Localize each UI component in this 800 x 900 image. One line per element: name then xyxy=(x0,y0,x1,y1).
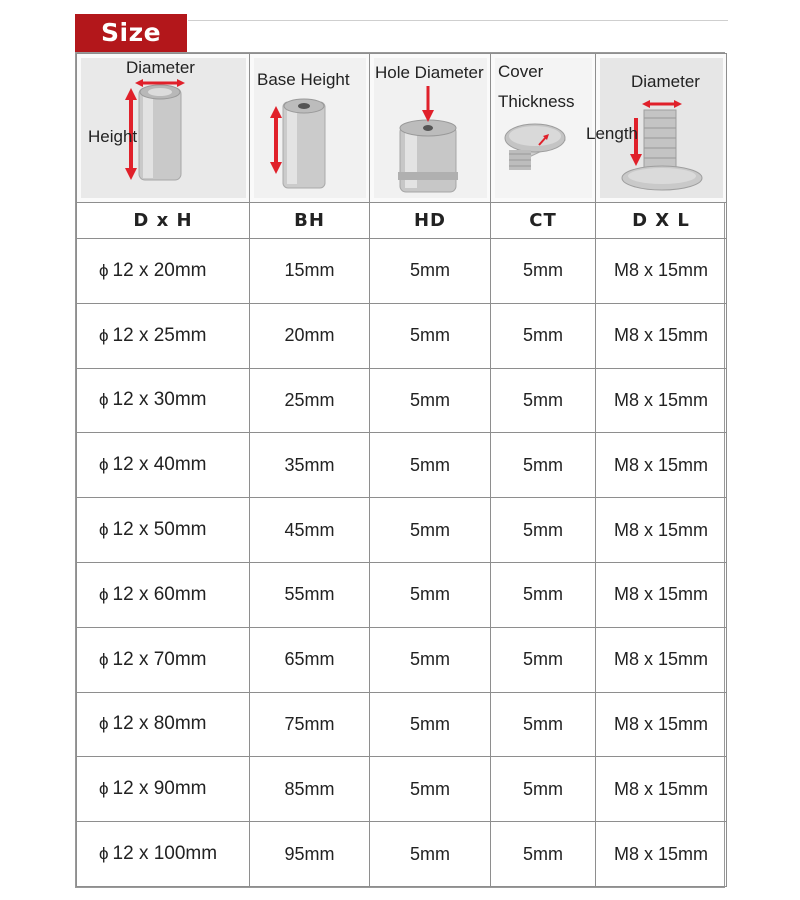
dxh-cell: ϕ 12 x 70mm xyxy=(77,627,250,692)
diagram-row xyxy=(77,54,727,203)
table-row xyxy=(77,627,727,692)
hd-cell: 5mm xyxy=(370,562,491,627)
dxh-cell: ϕ 12 x 80mm xyxy=(77,692,250,757)
code-hd: HD xyxy=(370,203,491,239)
dxl-cell: M8 x 15mm xyxy=(596,433,727,498)
length-caption: Length xyxy=(586,124,638,143)
hole-diameter-caption: Hole Diameter xyxy=(375,63,484,82)
dxl-cell: M8 x 15mm xyxy=(596,368,727,433)
dxl-cell: M8 x 15mm xyxy=(596,757,727,822)
bh-cell: 15mm xyxy=(250,239,370,304)
code-dxh: D x H xyxy=(77,203,250,239)
phi-symbol: ϕ xyxy=(99,260,109,280)
bh-cell: 95mm xyxy=(250,822,370,887)
dxh-cell: ϕ 12 x 40mm xyxy=(77,433,250,498)
dxh-cell: ϕ 12 x 90mm xyxy=(77,757,250,822)
phi-symbol: ϕ xyxy=(99,779,109,799)
diagram-cell-dxh xyxy=(77,54,250,203)
phi-symbol: ϕ xyxy=(99,455,109,475)
height-caption: Height xyxy=(88,127,138,146)
ct-cell: 5mm xyxy=(491,627,596,692)
base-height-caption: Base Height xyxy=(257,70,350,89)
table-row xyxy=(77,822,727,887)
phi-symbol: ϕ xyxy=(99,325,109,345)
phi-symbol: ϕ xyxy=(99,390,109,410)
table-row xyxy=(77,562,727,627)
code-ct: CT xyxy=(491,203,596,239)
bh-cell: 75mm xyxy=(250,692,370,757)
thickness-caption: Thickness xyxy=(498,92,575,111)
bh-cell: 85mm xyxy=(250,757,370,822)
hd-cell: 5mm xyxy=(370,498,491,563)
table-row xyxy=(77,368,727,433)
table-row xyxy=(77,303,727,368)
bh-cell: 25mm xyxy=(250,368,370,433)
hd-cell: 5mm xyxy=(370,692,491,757)
ct-cell: 5mm xyxy=(491,239,596,304)
hd-cell: 5mm xyxy=(370,433,491,498)
phi-symbol: ϕ xyxy=(99,584,109,604)
ct-cell: 5mm xyxy=(491,757,596,822)
dxl-cell: M8 x 15mm xyxy=(596,239,727,304)
dxh-cell: ϕ 12 x 60mm xyxy=(77,562,250,627)
spec-table-wrapper xyxy=(75,52,725,888)
diagram-cell-hd xyxy=(370,54,491,203)
code-dxl: D X L xyxy=(596,203,727,239)
bh-cell: 45mm xyxy=(250,498,370,563)
bh-cell: 65mm xyxy=(250,627,370,692)
phi-symbol: ϕ xyxy=(99,520,109,540)
hd-cell: 5mm xyxy=(370,368,491,433)
ct-cell: 5mm xyxy=(491,692,596,757)
cover-caption: Cover xyxy=(498,62,544,81)
ct-cell: 5mm xyxy=(491,562,596,627)
dxl-cell: M8 x 15mm xyxy=(596,562,727,627)
hd-cell: 5mm xyxy=(370,627,491,692)
diagram-cell-dxl xyxy=(586,54,727,203)
diagram-cell-ct xyxy=(491,54,596,203)
table-row xyxy=(77,433,727,498)
ct-cell: 5mm xyxy=(491,368,596,433)
hd-cell: 5mm xyxy=(370,239,491,304)
ct-cell: 5mm xyxy=(491,433,596,498)
dxl-cell: M8 x 15mm xyxy=(596,627,727,692)
table-row xyxy=(77,498,727,563)
code-row xyxy=(77,203,727,239)
bh-cell: 20mm xyxy=(250,303,370,368)
diagram-cell-bh xyxy=(250,54,370,203)
ct-cell: 5mm xyxy=(491,303,596,368)
ct-cell: 5mm xyxy=(491,822,596,887)
dxh-cell: ϕ 12 x 50mm xyxy=(77,498,250,563)
dxl-cell: M8 x 15mm xyxy=(596,822,727,887)
thread-diameter-caption: Diameter xyxy=(631,72,700,91)
phi-symbol: ϕ xyxy=(99,714,109,734)
phi-symbol: ϕ xyxy=(99,649,109,669)
phi-symbol: ϕ xyxy=(99,844,109,864)
bh-cell: 35mm xyxy=(250,433,370,498)
hd-cell: 5mm xyxy=(370,757,491,822)
dxh-cell: ϕ 12 x 25mm xyxy=(77,303,250,368)
ct-cell: 5mm xyxy=(491,498,596,563)
table-row xyxy=(77,757,727,822)
dxh-cell: ϕ 12 x 20mm xyxy=(77,239,250,304)
dxh-cell: ϕ 12 x 30mm xyxy=(77,368,250,433)
dxl-cell: M8 x 15mm xyxy=(596,303,727,368)
dxl-cell: M8 x 15mm xyxy=(596,498,727,563)
dxl-cell: M8 x 15mm xyxy=(596,692,727,757)
dxh-cell: ϕ 12 x 100mm xyxy=(77,822,250,887)
diameter-caption: Diameter xyxy=(126,58,195,77)
size-title-badge: Size xyxy=(75,14,187,52)
header-divider xyxy=(188,20,728,21)
hd-cell: 5mm xyxy=(370,822,491,887)
table-row xyxy=(77,692,727,757)
hd-cell: 5mm xyxy=(370,303,491,368)
table-row xyxy=(77,239,727,304)
spec-table xyxy=(76,53,727,887)
bh-cell: 55mm xyxy=(250,562,370,627)
code-bh: BH xyxy=(250,203,370,239)
